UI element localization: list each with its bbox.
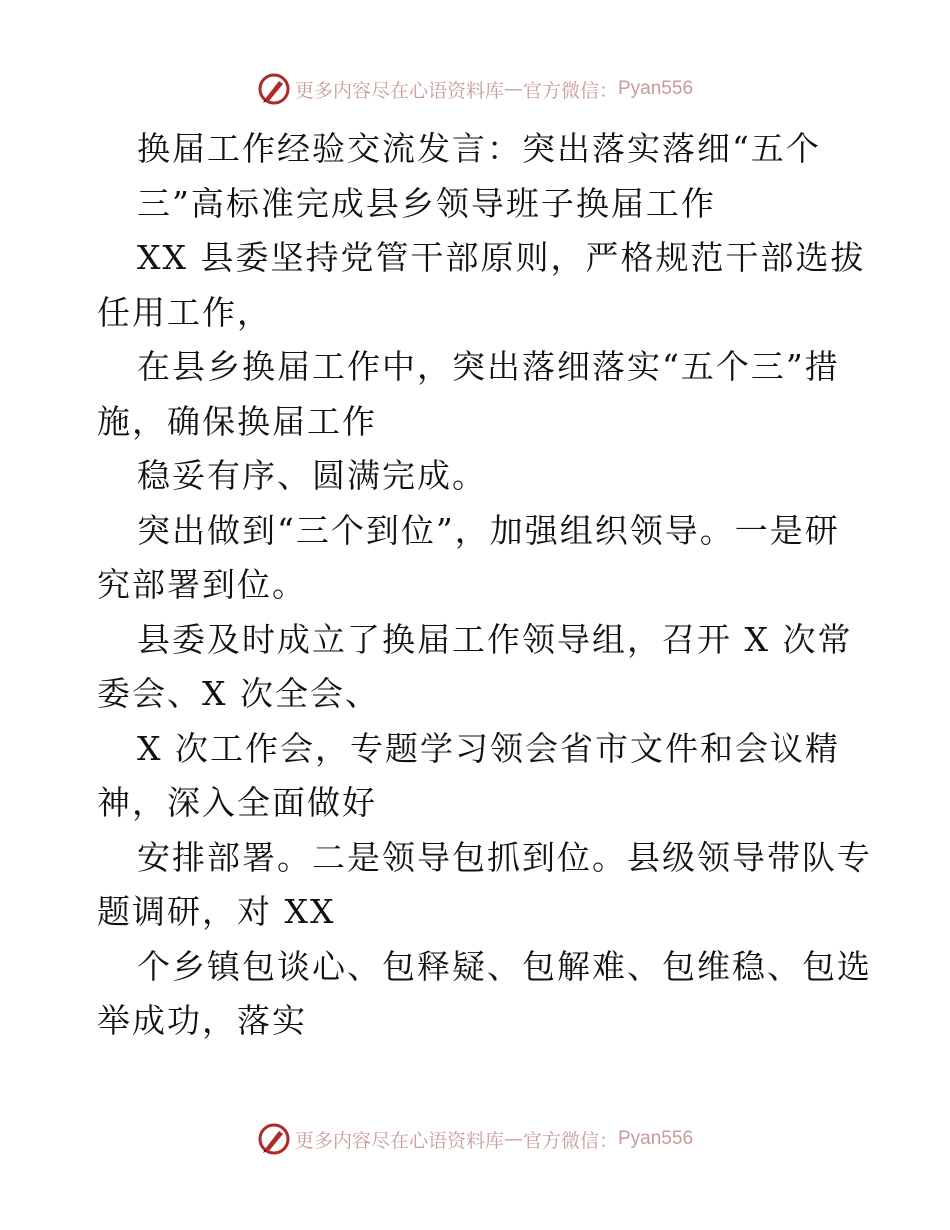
banner-main-text: 更多内容尽在心语资料库 <box>294 79 504 102</box>
banner-separator: — <box>503 78 523 100</box>
document-body <box>97 122 872 1049</box>
text-line: 县委及时成立了换届工作领导组，召开 X 次常 <box>137 619 853 659</box>
text-line: 在县乡换届工作中，突出落细落实“五个三”措 <box>137 347 840 386</box>
header-watermark-banner <box>0 72 950 106</box>
footer-watermark-banner <box>0 1122 950 1156</box>
text-line: 题调研，对 XX <box>97 892 336 931</box>
text-line: X 次工作会，专题学习领会省市文件和会议精 <box>137 728 840 768</box>
text-line: 施，确保换届工作 <box>97 401 377 441</box>
text-line: 任用工作， <box>97 292 272 332</box>
pen-circle-logo-icon <box>257 1122 291 1156</box>
banner-wechat-label: 官方微信： <box>522 79 618 102</box>
banner-main-text: 更多内容尽在心语资料库 <box>294 1129 504 1152</box>
text-line: 安排部署。二是领导包抓到位。县级领导带队专 <box>137 837 872 877</box>
text-line: 神，深入全面做好 <box>97 783 377 822</box>
banner-wechat-label: 官方微信： <box>522 1129 618 1152</box>
text-line: 稳妥有序、圆满完成。 <box>137 456 487 495</box>
title-line-1: 换届工作经验交流发言：突出落实落细“五个 <box>137 129 821 168</box>
banner-separator: — <box>503 1128 523 1150</box>
text-line: XX 县委坚持党管干部原则，严格规范干部选拔 <box>137 238 866 277</box>
text-line: 委会、X 次全会、 <box>97 674 380 713</box>
title-line-2: 三”高标准完成县乡领导班子换届工作 <box>137 183 716 223</box>
text-line: 个乡镇包谈心、包释疑、包解难、包维稳、包选 <box>137 946 872 986</box>
pen-circle-logo-icon <box>257 72 291 106</box>
text-line: 突出做到“三个到位”，加强组织领导。一是研 <box>137 510 840 550</box>
text-line: 究部署到位。 <box>97 565 307 604</box>
banner-wechat-id: Pyan556 <box>618 1128 694 1149</box>
banner-wechat-id: Pyan556 <box>618 78 694 99</box>
text-line: 举成功，落实 <box>97 1001 307 1040</box>
